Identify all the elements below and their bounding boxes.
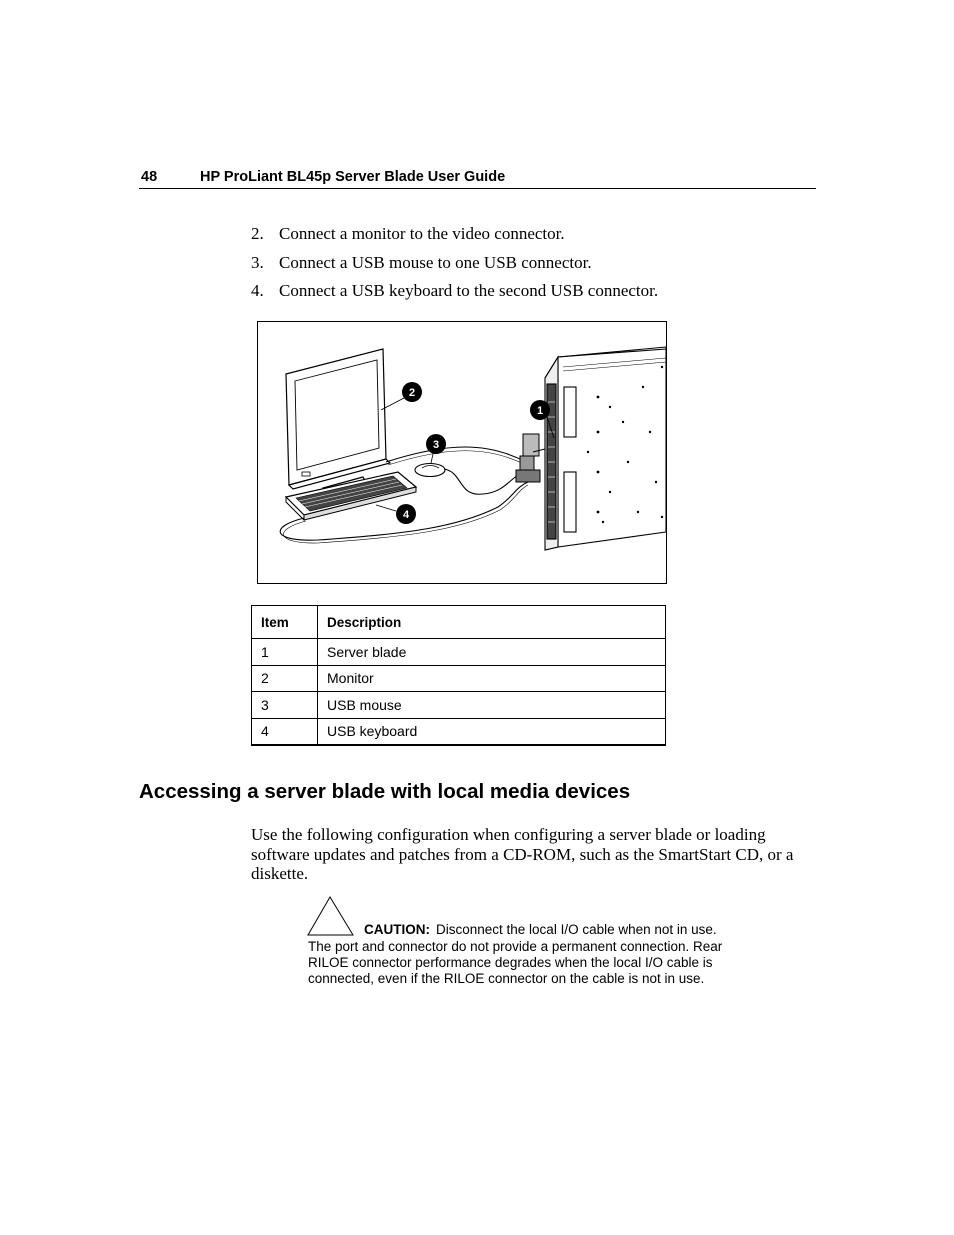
guide-title: HP ProLiant BL45p Server Blade User Guide bbox=[200, 169, 506, 185]
step-item bbox=[251, 281, 658, 310]
item-cell: 1 bbox=[252, 639, 318, 666]
caution-first-line bbox=[364, 922, 717, 938]
item-cell: 2 bbox=[252, 665, 318, 692]
step-number: 2. bbox=[251, 224, 264, 243]
table-row bbox=[252, 692, 666, 719]
column-header-description: Description bbox=[318, 606, 666, 639]
table-row bbox=[252, 639, 666, 666]
steps-list bbox=[251, 224, 658, 310]
step-text: Connect a USB keyboard to the second USB connector. bbox=[279, 281, 659, 300]
callout-2 bbox=[381, 382, 422, 410]
table-header-row bbox=[252, 606, 666, 639]
svg-text:4: 4 bbox=[402, 509, 410, 521]
step-item bbox=[251, 253, 658, 282]
monitor-drawing bbox=[286, 349, 390, 494]
callout-4 bbox=[376, 504, 416, 524]
step-text: Connect a monitor to the video connector. bbox=[279, 224, 565, 243]
step-number: 3. bbox=[251, 252, 264, 272]
caution-body bbox=[308, 939, 748, 987]
illustration-drawing bbox=[258, 322, 666, 583]
running-header bbox=[139, 168, 816, 189]
table-row bbox=[252, 665, 666, 692]
caution-line: The port and connector do not provide a permanent connection. Rear bbox=[308, 939, 723, 954]
description-cell: USB keyboard bbox=[318, 718, 666, 745]
svg-text:3: 3 bbox=[432, 439, 440, 451]
paragraph-line: diskette. bbox=[251, 864, 309, 883]
caution-line: connected, even if the RILOE connector on the cable is not in use. bbox=[308, 971, 705, 986]
svg-text:2: 2 bbox=[408, 387, 416, 399]
description-cell: Monitor bbox=[318, 665, 666, 692]
step-text: Connect a USB mouse to one USB connector. bbox=[279, 252, 592, 272]
description-cell: USB mouse bbox=[318, 692, 666, 719]
step-item bbox=[251, 224, 658, 253]
body-paragraph bbox=[251, 825, 811, 884]
paragraph-line: software updates and patches from a CD-ROM, such as the SmartStart CD, or a bbox=[251, 844, 794, 864]
step-number: 4. bbox=[251, 281, 264, 300]
caution-line: RILOE connector performance degrades when the local I/O cable is bbox=[308, 955, 713, 970]
server-blade-drawing bbox=[545, 347, 666, 550]
item-cell: 4 bbox=[252, 718, 318, 745]
callout-legend-table bbox=[251, 605, 666, 746]
caution-label: CAUTION: bbox=[364, 922, 430, 937]
column-header-item: Item bbox=[252, 606, 318, 639]
section-heading: Accessing a server blade with local media devices bbox=[139, 780, 631, 803]
svg-text:1: 1 bbox=[536, 405, 544, 417]
caution-lead-text: Disconnect the local I/O cable when not in use. bbox=[436, 922, 717, 937]
item-cell: 3 bbox=[252, 692, 318, 719]
caution-triangle-icon bbox=[307, 895, 357, 937]
page-number: 48 bbox=[141, 169, 158, 185]
callout-3 bbox=[426, 434, 446, 463]
mouse-drawing bbox=[415, 464, 445, 477]
description-cell: Server blade bbox=[318, 639, 666, 666]
paragraph-line: Use the following configuration when configuring a server blade or loading bbox=[251, 825, 766, 844]
table-row bbox=[252, 718, 666, 745]
connection-illustration bbox=[257, 321, 667, 584]
